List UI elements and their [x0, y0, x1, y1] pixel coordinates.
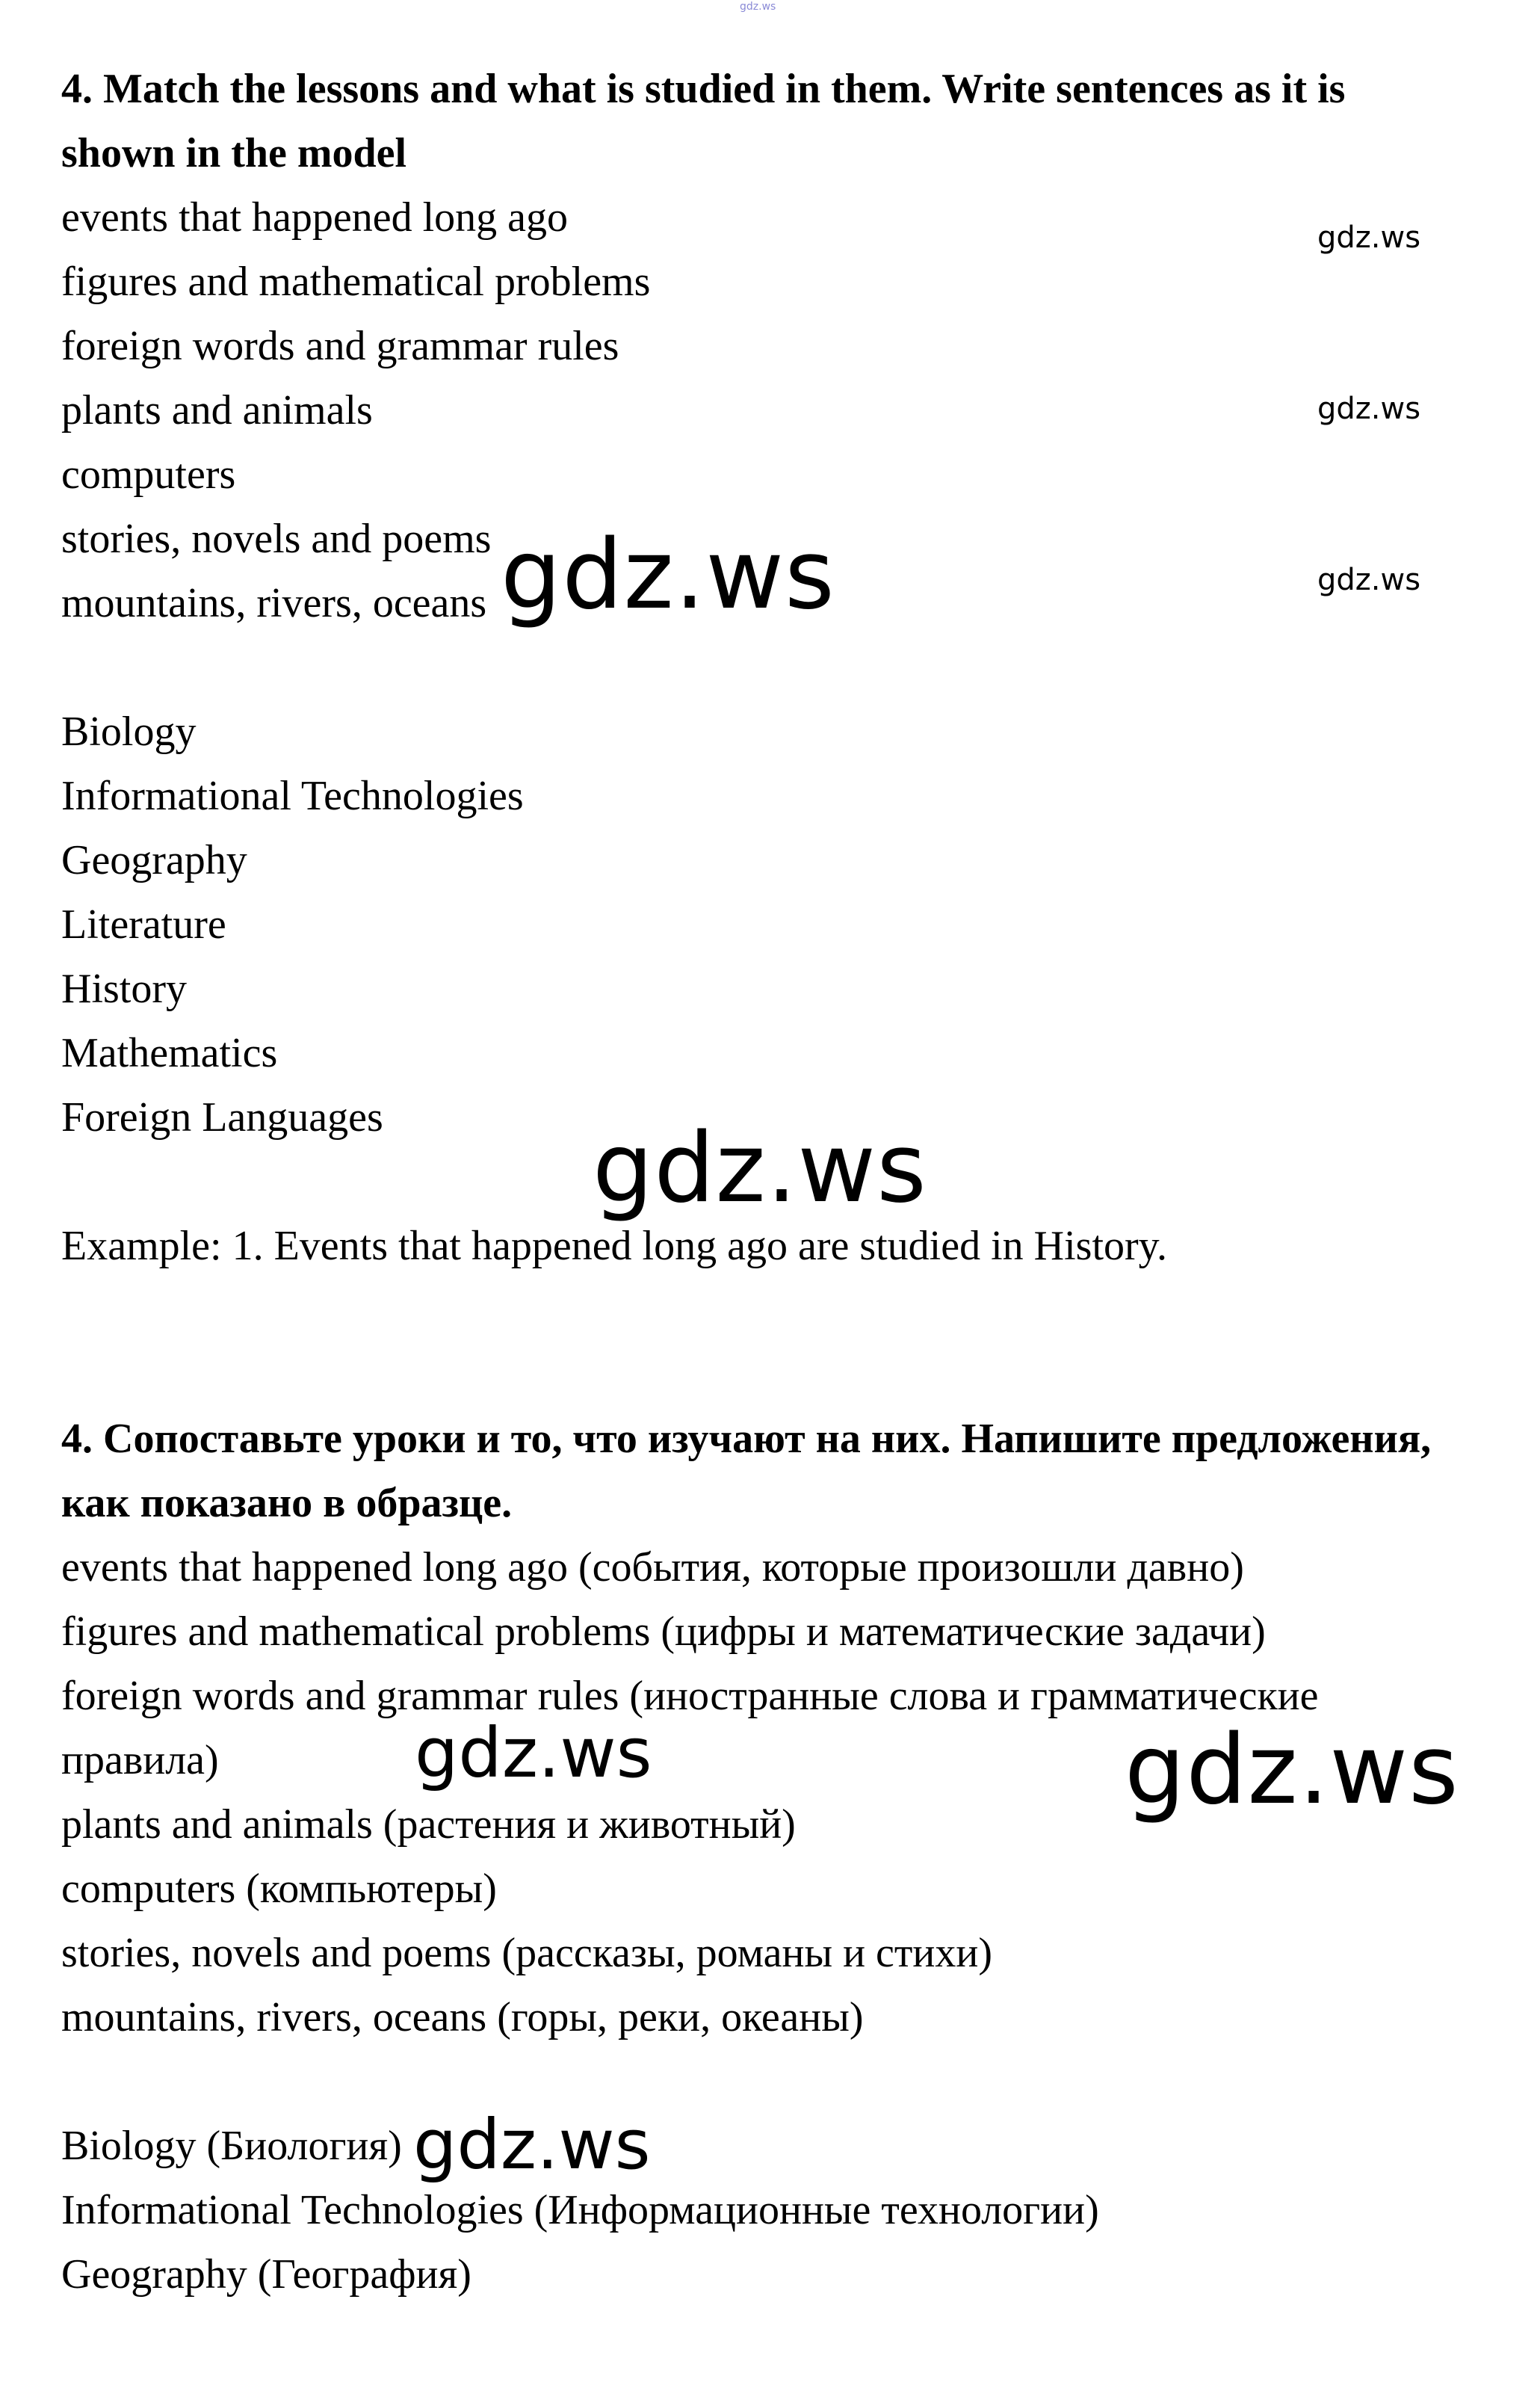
topic-item: plants and animals	[61, 387, 373, 434]
watermark-large: gdz.ws	[501, 519, 835, 631]
watermark-small: gdz.ws	[1317, 392, 1421, 426]
subject-item: Literature	[61, 901, 226, 948]
subject-item: Mathematics	[61, 1030, 278, 1076]
topic-item-translated: stories, novels and poems (рассказы, романы и стихи)	[61, 1930, 992, 1976]
exercise-heading-en-line1: 4. Match the lessons and what is studied in them. Write sentences as it is	[61, 66, 1346, 112]
topic-item-translated: plants and animals (растения и животный)	[61, 1801, 796, 1848]
subject-item: Biology	[61, 709, 197, 755]
watermark-top: gdz.ws	[740, 1, 776, 13]
topic-item: events that happened long ago	[61, 194, 569, 241]
subject-item-translated: Informational Technologies (Информационные технологии)	[61, 2187, 1099, 2233]
topic-item-translated: events that happened long ago (события, которые произошли давно)	[61, 1544, 1244, 1591]
exercise-heading-en-line2: shown in the model	[61, 130, 407, 176]
subject-item-translated: Biology (Биология)	[61, 2123, 402, 2169]
subject-item: Informational Technologies	[61, 773, 524, 819]
topic-item: mountains, rivers, oceans	[61, 580, 487, 626]
watermark-large: gdz.ws	[593, 1113, 927, 1224]
watermark-small: gdz.ws	[1317, 220, 1421, 255]
topic-item-translated: правила)	[61, 1737, 219, 1783]
watermark-medium: gdz.ws	[413, 2105, 651, 2185]
topic-item-translated: mountains, rivers, oceans (горы, реки, океаны)	[61, 1994, 864, 2040]
subject-item: Geography	[61, 837, 247, 883]
example-sentence: Example: 1. Events that happened long ago are studied in History.	[61, 1223, 1168, 1269]
topic-item-translated: figures and mathematical problems (цифры и математические задачи)	[61, 1608, 1266, 1655]
exercise-heading-ru-line1: 4. Сопоставьте уроки и то, что изучают на них. Напишите предложения,	[61, 1416, 1432, 1462]
subject-item-translated: Geography (География)	[61, 2251, 471, 2298]
topic-item: figures and mathematical problems	[61, 259, 651, 305]
watermark-small: gdz.ws	[1317, 563, 1421, 597]
subject-item: Foreign Languages	[61, 1094, 383, 1141]
topic-item: foreign words and grammar rules	[61, 323, 619, 369]
topic-item-translated: foreign words and grammar rules (иностранные слова и грамматические	[61, 1673, 1319, 1719]
exercise-heading-ru-line2: как показано в образце.	[61, 1480, 513, 1526]
watermark-medium: gdz.ws	[415, 1713, 652, 1793]
topic-item-translated: computers (компьютеры)	[61, 1866, 497, 1912]
watermark-large: gdz.ws	[1125, 1715, 1459, 1826]
subject-item: History	[61, 966, 187, 1012]
topic-item: stories, novels and poems	[61, 516, 492, 562]
topic-item: computers	[61, 451, 236, 498]
